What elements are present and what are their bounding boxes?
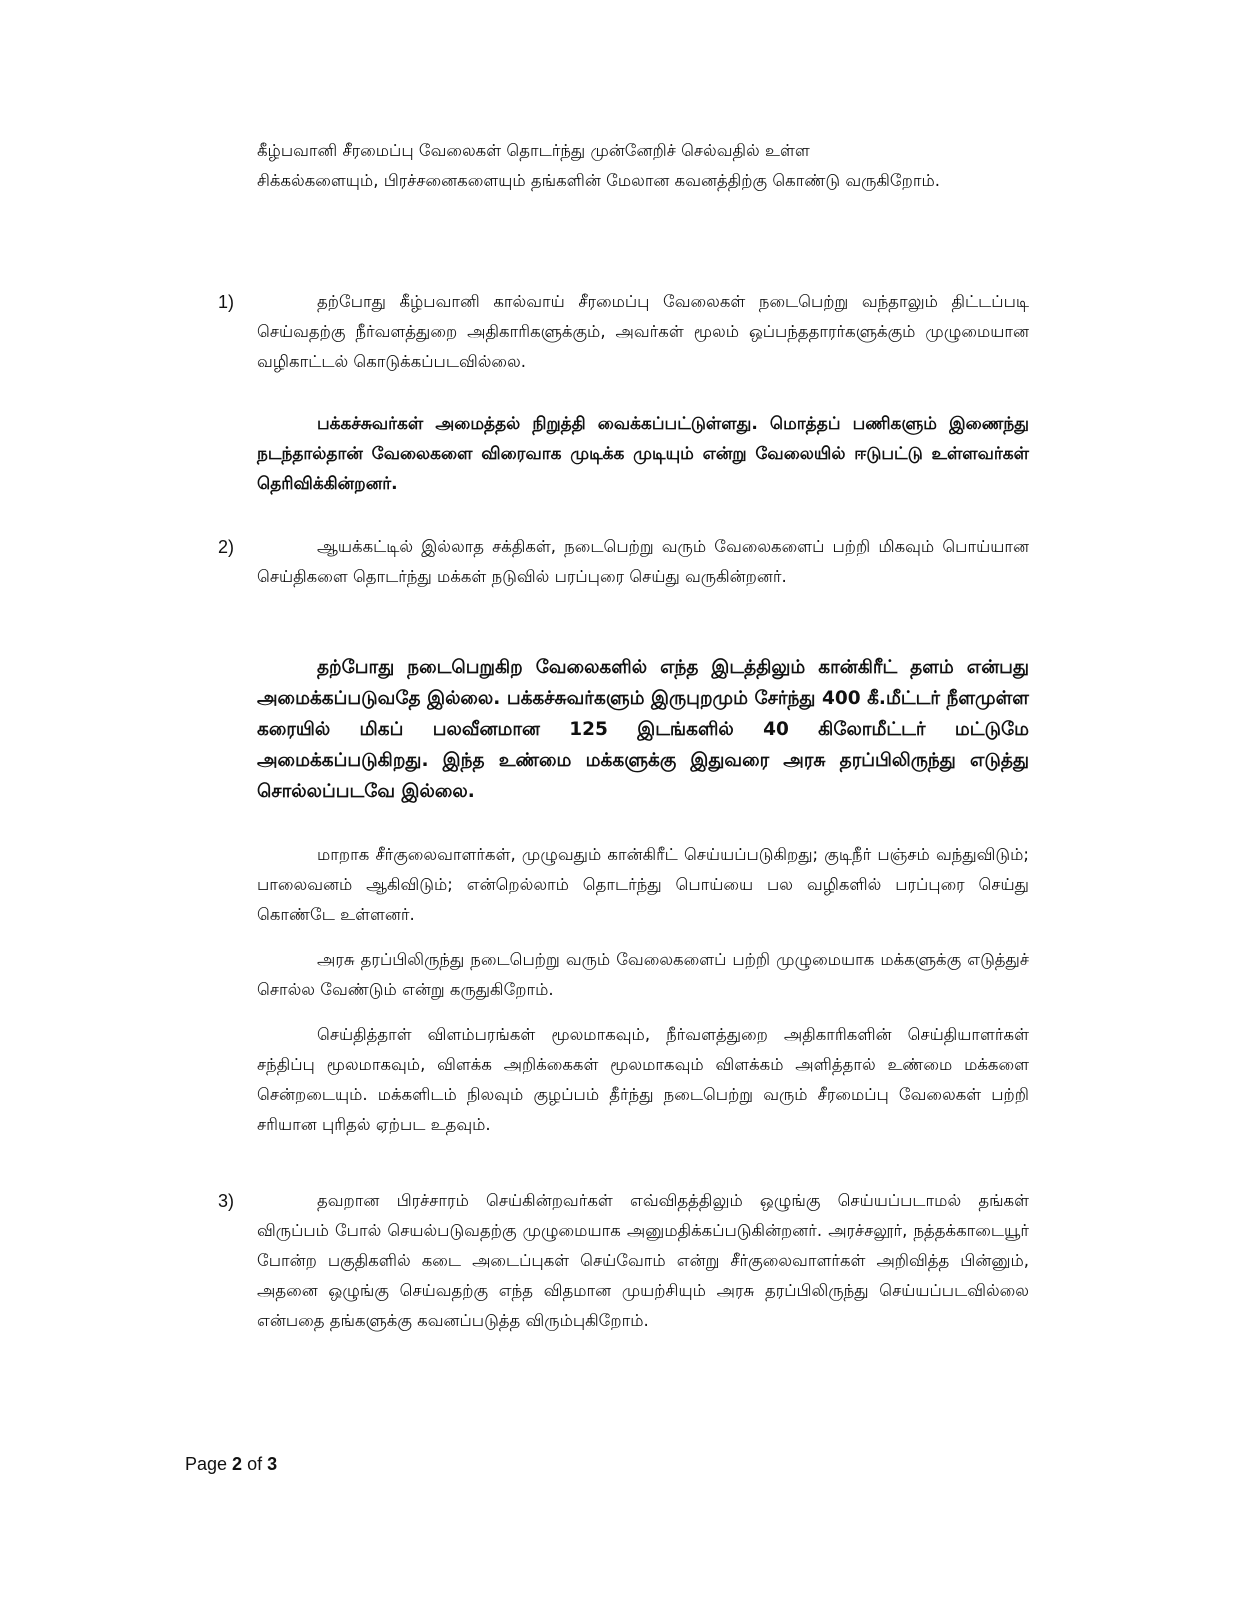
footer-total-pages: 3 — [267, 1454, 278, 1474]
item-2-paragraph-5: செய்தித்தாள் விளம்பரங்கள் மூலமாகவும், நீர்வளத்துறை அதிகாரிகளின் செய்தியாளர்கள் சந்திப்பு மூலமாகவும், விளக்க அறிக்கைகள் மூலமாகவும் விளக்கம் அளித்தால் உண்மை மக்களை சென்றடையும். மக்களிடம் நிலவும் குழப்பம் தீர்ந்து நடைபெற்று வரும் சீரமைப்பு வேலைகள் பற்றி சரியான புரிதல் ஏற்பட உதவும். — [257, 1025, 1029, 1134]
item-1-paragraph-1: தற்போது கீழ்பவானி கால்வாய் சீரமைப்பு வேலைகள் நடைபெற்று வந்தாலும் திட்டப்படி செய்வதற்கு நீர்வளத்துறை அதிகாரிகளுக்கும், அவர்கள் மூலம் ஒப்பந்ததாரர்களுக்கும் முழுமையான வழிகாட்டல் கொடுக்கப்படவில்லை. — [257, 292, 1029, 371]
item-number-2: 2) — [218, 537, 235, 557]
item-2-paragraph-1: ஆயக்கட்டில் இல்லாத சக்திகள், நடைபெற்று வரும் வேலைகளைப் பற்றி மிகவும் பொய்யான செய்திகளை தொடர்ந்து மக்கள் நடுவில் பரப்புரை செய்து வருகின்றனர். — [257, 537, 1029, 586]
item-3-paragraph-1: தவறான பிரச்சாரம் செய்கின்றவர்கள் எவ்விதத்திலும் ஒழுங்கு செய்யப்படாமல் தங்கள் விருப்பம் போல் செயல்படுவதற்கு முழுமையாக அனுமதிக்கப்படுகின்றனர். அரச்சலூர், நத்தக்காடையூர் போன்ற பகுதிகளில் கடை அடைப்புகள் செய்வோம் என்று சீர்குலைவாளர்கள் அறிவித்த பின்னும், அதனை ஒழுங்கு செய்வதற்கு எந்த விதமான முயற்சியும் அரசு தரப்பிலிருந்து செய்யப்படவில்லை என்பதை தங்களுக்கு கவனப்படுத்த விரும்புகிறோம். — [257, 1191, 1029, 1330]
footer-prefix: Page — [185, 1454, 233, 1474]
item-2-paragraph-4: அரசு தரப்பிலிருந்து நடைபெற்று வரும் வேலைகளைப் பற்றி முழுமையாக மக்களுக்கு எடுத்துச் சொல்ல வேண்டும் என்று கருதுகிறோம். — [257, 950, 1029, 999]
item-2-paragraph-2: தற்போது நடைபெறுகிற வேலைகளில் எந்த இடத்திலும் கான்கிரீட் தளம் என்பது அமைக்கப்படுவதே இல்லை. பக்கச்சுவர்களும் இருபுறமும் சேர்ந்து 400 கீ.மீட்டர் நீளமுள்ள கரையில் மிகப் பலவீனமான 125 இடங்களில் 40 கிலோமீட்டர் மட்டுமே அமைக்கப்படுகிறது. இந்த உண்மை மக்களுக்கு இதுவரை அரசு தரப்பிலிருந்து எடுத்து சொல்லப்படவே இல்லை. — [257, 657, 1029, 802]
item-2-paragraph-3: மாறாக சீர்குலைவாளர்கள், முழுவதும் கான்கிரீட் செய்யப்படுகிறது; குடிநீர் பஞ்சம் வந்துவிடும்; பாலைவனம் ஆகிவிடும்; என்றெல்லாம் தொடர்ந்து பொய்யை பல வழிகளில் பரப்புரை செய்து கொண்டே உள்ளனர். — [257, 845, 1029, 924]
intro-paragraph — [257, 136, 1029, 196]
item-1-paragraph-2: பக்கச்சுவர்கள் அமைத்தல் நிறுத்தி வைக்கப்பட்டுள்ளது. மொத்தப் பணிகளும் இணைந்து நடந்தால்தான் வேலைகளை விரைவாக முடிக்க முடியும் என்று வேலையில் ஈடுபட்டு உள்ளவர்கள் தெரிவிக்கின்றனர். — [257, 414, 1029, 494]
item-number-1: 1) — [218, 292, 235, 312]
page-footer — [185, 1452, 277, 1476]
footer-current-page: 2 — [232, 1454, 243, 1474]
footer-middle: of — [242, 1454, 268, 1474]
intro-lead: கீழ்பவானி சீரமைப்பு வேலைகள் தொடர்ந்து முன்னேறிச் செல்வதில் உள்ள — [257, 141, 810, 160]
intro-rest: சிக்கல்களையும், பிரச்சனைகளையும் தங்களின் மேலான கவனத்திற்கு கொண்டு வருகிறோம். — [257, 171, 941, 190]
item-number-3: 3) — [218, 1191, 235, 1211]
